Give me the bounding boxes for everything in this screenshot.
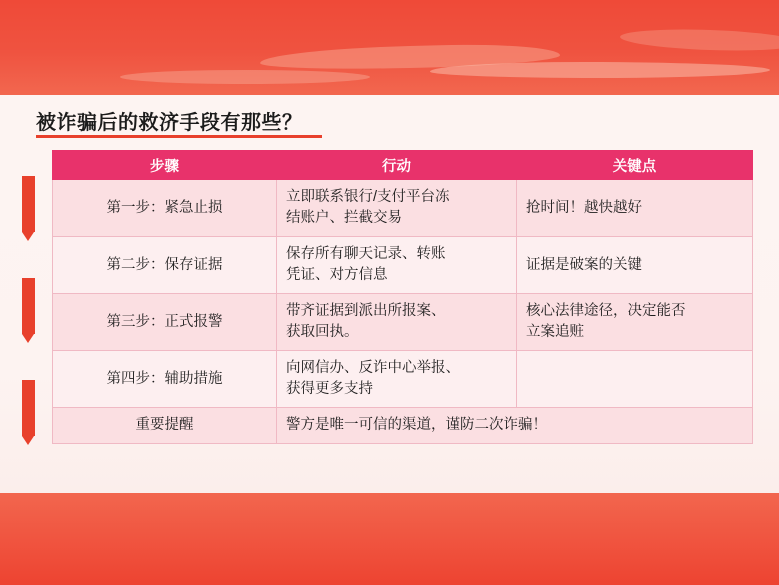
table-row bbox=[53, 294, 753, 351]
cell-footer-text: 警方是唯一可信的渠道，谨防二次诈骗！ bbox=[277, 408, 753, 444]
cell-key bbox=[517, 237, 753, 294]
column-header-action: 行动 bbox=[277, 151, 517, 180]
cell-step: 第三步：正式报警 bbox=[53, 294, 277, 351]
cell-action-line: 结账户、拦截交易 bbox=[286, 210, 402, 227]
cell-key-line: 核心法律途径，决定能否 bbox=[526, 303, 686, 320]
cell-action bbox=[277, 351, 517, 408]
cell-step: 第二步：保存证据 bbox=[53, 237, 277, 294]
bottom-decorative-band bbox=[0, 493, 779, 585]
cell-action-line: 立即联系银行/支付平台冻 bbox=[286, 189, 450, 205]
cell-key-line: 立案追赃 bbox=[526, 324, 584, 341]
page-title: 被诈骗后的救济手段有那些？ bbox=[36, 112, 303, 134]
cell-footer-label: 重要提醒 bbox=[53, 408, 277, 444]
cell-key-line: 抢时间！越快越好 bbox=[526, 199, 642, 216]
cell-action-line: 向网信办、反诈中心举报、 bbox=[286, 360, 460, 377]
column-header-step: 步骤 bbox=[53, 151, 277, 180]
table-header-row bbox=[53, 151, 753, 180]
cell-key bbox=[517, 180, 753, 237]
top-decorative-band bbox=[0, 0, 779, 95]
side-marker-3 bbox=[22, 380, 35, 436]
title-underline bbox=[36, 135, 322, 138]
cell-action-line: 带齐证据到派出所报案、 bbox=[286, 303, 446, 320]
side-marker-1 bbox=[22, 176, 35, 232]
table-wrapper bbox=[52, 150, 752, 444]
brush-stroke-decoration bbox=[120, 70, 370, 84]
side-marker-2 bbox=[22, 278, 35, 334]
cell-key bbox=[517, 294, 753, 351]
table-row bbox=[53, 237, 753, 294]
column-header-key: 关键点 bbox=[517, 151, 753, 180]
cell-key-line: 证据是破案的关键 bbox=[526, 256, 642, 273]
cell-action-line: 获取回执。 bbox=[286, 324, 359, 341]
cell-action bbox=[277, 237, 517, 294]
table-row bbox=[53, 180, 753, 237]
table-row bbox=[53, 351, 753, 408]
cell-action-line: 保存所有聊天记录、转账 bbox=[286, 246, 446, 263]
cell-key bbox=[517, 351, 753, 408]
cell-action-line: 凭证、对方信息 bbox=[286, 267, 388, 284]
brush-stroke-decoration bbox=[430, 62, 770, 78]
cell-step: 第四步：辅助措施 bbox=[53, 351, 277, 408]
cell-action bbox=[277, 294, 517, 351]
brush-stroke-decoration bbox=[620, 27, 779, 53]
cell-action bbox=[277, 180, 517, 237]
remedy-steps-table bbox=[52, 150, 753, 444]
cell-action-line: 获得更多支持 bbox=[286, 381, 373, 398]
cell-step: 第一步：紧急止损 bbox=[53, 180, 277, 237]
table-footer-row bbox=[53, 408, 753, 444]
